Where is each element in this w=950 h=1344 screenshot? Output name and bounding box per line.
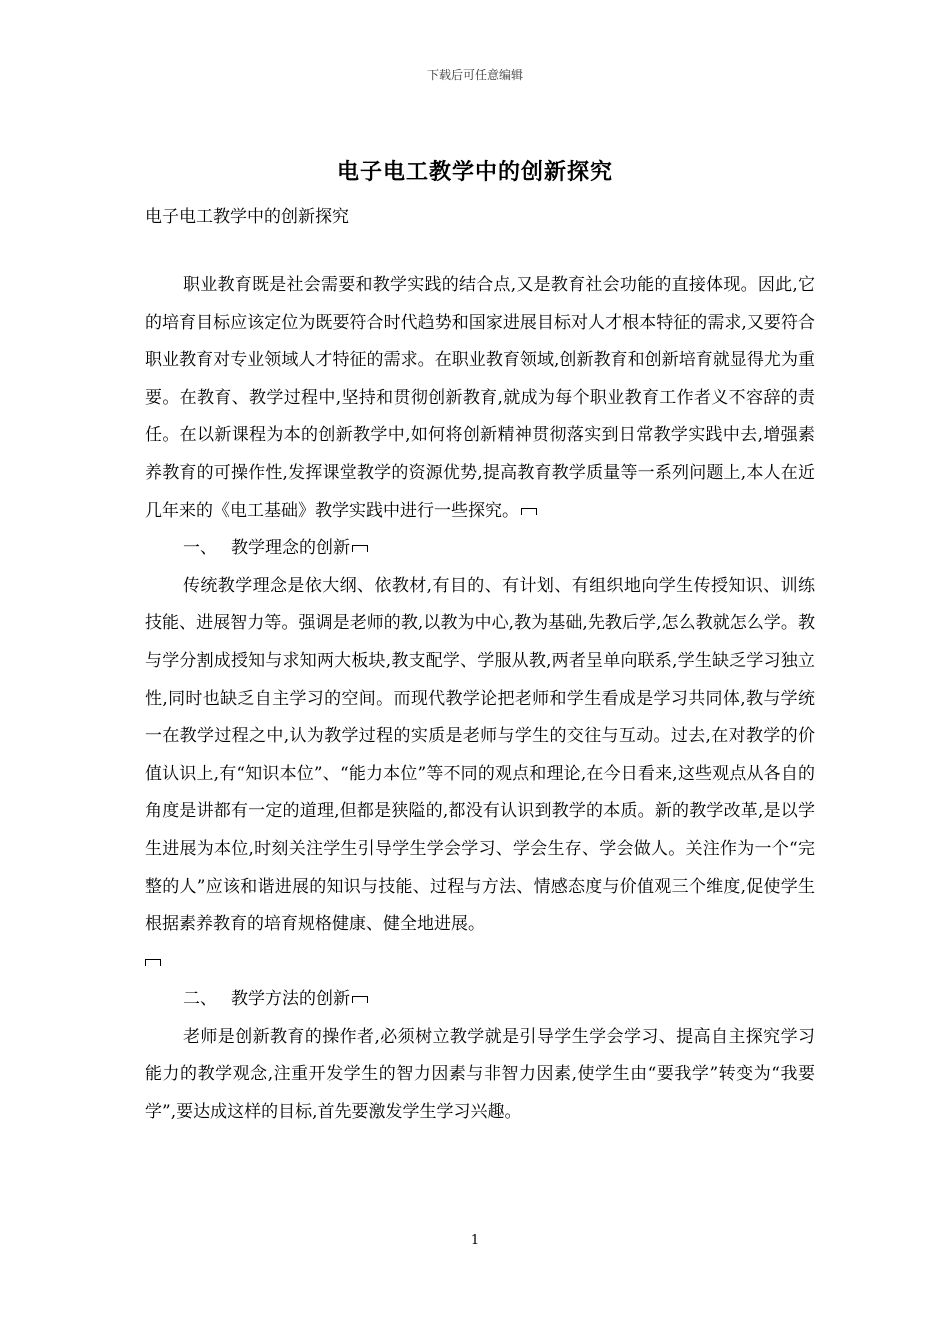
section-number: 一、	[183, 538, 217, 559]
section-heading-1	[145, 530, 815, 568]
section-heading-text: 教学方法的创新	[231, 989, 350, 1010]
page-number: 1	[470, 1233, 480, 1248]
paragraph-teaching-method	[145, 1019, 815, 1132]
page-header: 下载后可任意编辑	[426, 68, 523, 82]
paragraph-mark-line	[145, 944, 815, 982]
paragraph-intro-text: 职业教育既是社会需要和教学实践的结合点,又是教育社会功能的直接体现。因此,它的培育目标应该定位为既要符合时代趋势和国家进展目标对人才根本特征的需求,又要符合职业教育对专业领域人才特征的需求。在职业教育领域,创新教育和创新培育就显得尤为重要。在教育、教学过程中,坚持和贯彻创新教育,就成为每个职业教育工作者义不容辞的责任。在以新课程为本的创新教学中,如何将创新精神贯彻落实到日常教学实践中去,增强素养教育的可操作性,发挥课堂教学的资源优势,提高教育教学质量等一系列问题上,本人在近几年来的《电工基础》教学实践中进行一些探究。	[145, 275, 815, 521]
paragraph-intro	[145, 267, 815, 530]
paragraph-mark-icon	[145, 959, 161, 966]
paragraph-mark-icon	[352, 996, 368, 1003]
section-heading-2	[145, 981, 815, 1019]
paragraph-teaching-concept-text: 传统教学理念是依大纲、依教材,有目的、有计划、有组织地向学生传授知识、训练技能、进展智力等。强调是老师的教,以教为中心,教为基础,先教后学,怎么教就怎么学。教与学分割成授知与求知两大板块,教支配学、学服从教,两者呈单向联系,学生缺乏学习独立性,同时也缺乏自主学习的空间。而现代教学论把老师和学生看成是学习共同体,教与学统一在教学过程之中,认为教学过程的实质是老师与学生的交往与互动。过去,在对教学的价值认识上,有“知识本位”、“能力本位”等不同的观点和理论,在今日看来,这些观点从各自的角度是讲都有一定的道理,但都是狭隘的,都没有认识到教学的本质。新的教学改革,是以学生进展为本位,时刻关注学生引导学生学会学习、学会生存、学会做人。关注作为一个“完整的人”应该和谐进展的知识与技能、过程与方法、情感态度与价值观三个维度,促使学生根据素养教育的培育规格健康、健全地进展。	[145, 575, 815, 935]
paragraph-teaching-concept	[145, 568, 815, 944]
paragraph-mark-icon	[352, 545, 368, 552]
section-heading-text: 教学理念的创新	[231, 538, 350, 559]
section-number: 二、	[183, 989, 217, 1010]
paragraph-teaching-method-text: 老师是创新教育的操作者,必须树立教学就是引导学生学会学习、提高自主探究学习能力的教学观念,注重开发学生的智力因素与非智力因素,使学生由“要我学”转变为“我要学”,要达成这样的目标,首先要激发学生学习兴趣。	[145, 1026, 815, 1123]
document-subtitle: 电子电工教学中的创新探究	[145, 207, 349, 227]
paragraph-mark-icon	[521, 508, 537, 515]
document-title: 电子电工教学中的创新探究	[336, 159, 613, 185]
document-body	[145, 267, 815, 1132]
